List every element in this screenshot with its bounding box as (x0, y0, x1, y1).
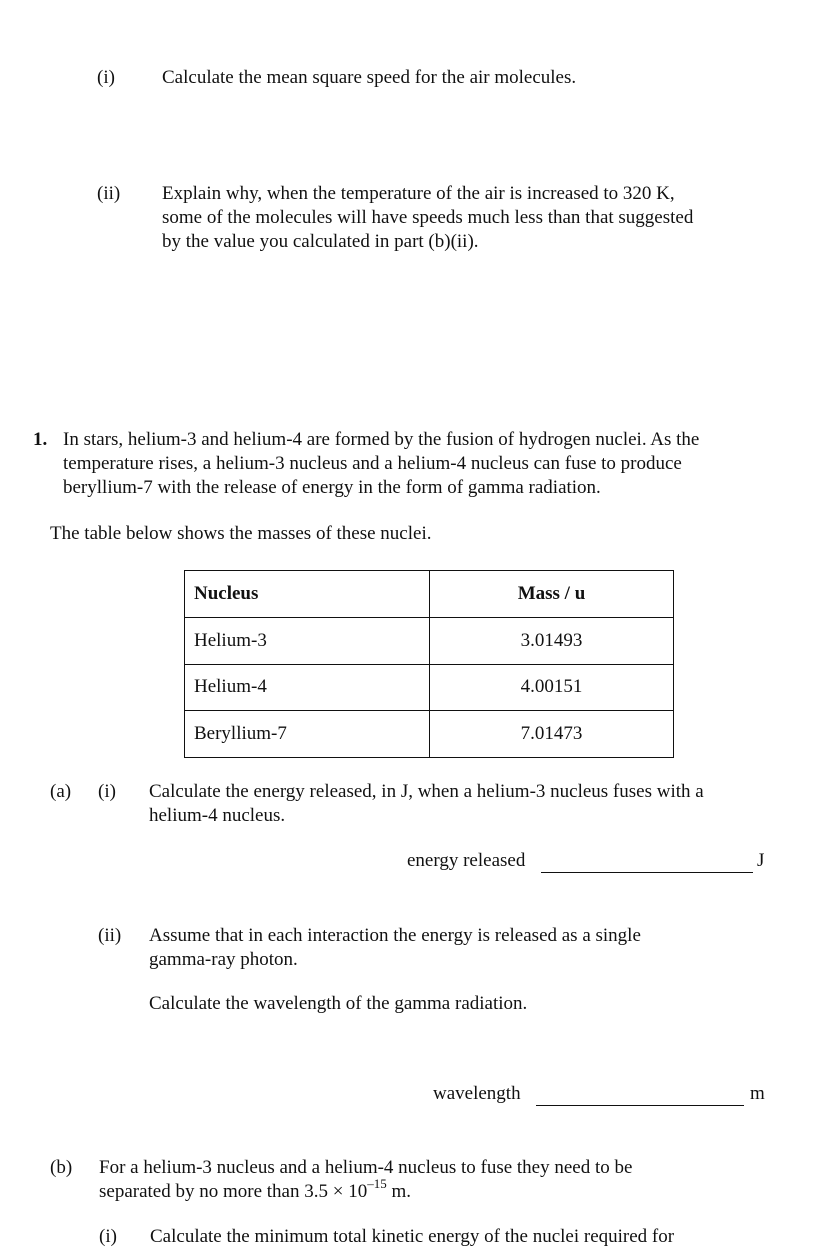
part-b-line2-prefix: separated by no more than 3.5 × 10 (99, 1181, 368, 1202)
table-header-mass: Mass / u (430, 571, 674, 618)
part-b-line: For a helium-3 nucleus and a helium-4 nucleus to fuse they need to be (99, 1157, 633, 1178)
part-a-i-label: (i) (98, 781, 116, 802)
energy-answer-line[interactable] (541, 872, 753, 873)
part-b-ii-label: (ii) (97, 183, 121, 204)
part-b-exponent: –15 (367, 1175, 387, 1191)
table-cell-nucleus: Beryllium-7 (185, 711, 430, 758)
table-cell-mass: 7.01473 (430, 711, 674, 758)
question-stem-line: In stars, helium-3 and helium-4 are formed by the fusion of hydrogen nuclei. As the (63, 429, 700, 450)
table-cell-nucleus: Helium-4 (185, 664, 430, 711)
table-intro: The table below shows the masses of these nuclei. (50, 523, 432, 544)
part-b-label: (b) (50, 1157, 73, 1178)
question-number: 1. (33, 429, 48, 450)
table-cell-nucleus: Helium-3 (185, 617, 430, 664)
part-b-i-label: (i) (97, 67, 115, 88)
table-row (185, 664, 674, 711)
part-b-i-text: Calculate the mean square speed for the air molecules. (162, 67, 577, 88)
part-b-text (99, 1156, 632, 1204)
table-row (185, 617, 674, 664)
table-header-nucleus: Nucleus (185, 571, 430, 618)
question-stem-line: temperature rises, a helium-3 nucleus and a helium-4 nucleus can fuse to produce (63, 453, 682, 474)
nuclei-mass-table (184, 570, 674, 758)
part-b-line (99, 1175, 632, 1204)
part-a-i-text (149, 780, 704, 828)
wavelength-answer-line[interactable] (536, 1105, 744, 1106)
part-a-i-line: helium-4 nucleus. (149, 805, 286, 826)
part-a-label: (a) (50, 781, 72, 802)
table-row (185, 711, 674, 758)
part-b-ii-text (162, 182, 693, 254)
wavelength-answer-unit: m (750, 1083, 765, 1104)
question-stem (63, 428, 699, 500)
part-b-ii-line: by the value you calculated in part (b)(ii). (162, 231, 479, 252)
question-stem-line: beryllium-7 with the release of energy in the form of gamma radiation. (63, 477, 601, 498)
part-a-ii-label: (ii) (98, 925, 122, 946)
part-b-line2-suffix: m. (386, 1181, 411, 1202)
part-a-ii-line: gamma-ray photon. (149, 949, 298, 970)
part-a-ii-line: Assume that in each interaction the energy is released as a single (149, 925, 641, 946)
part-a-i-line: Calculate the energy released, in J, when a helium-3 nucleus fuses with a (149, 781, 704, 802)
part-b-i-text-q1: Calculate the minimum total kinetic energy of the nuclei required for (150, 1226, 675, 1247)
part-b-ii-line: Explain why, when the temperature of the air is increased to 320 K, (162, 183, 675, 204)
energy-answer-label: energy released (407, 850, 526, 871)
wavelength-answer-label: wavelength (433, 1083, 521, 1104)
part-a-ii-instruction: Calculate the wavelength of the gamma radiation. (149, 993, 528, 1014)
part-a-ii-text (149, 924, 641, 972)
energy-answer-unit: J (757, 850, 765, 871)
table-cell-mass: 3.01493 (430, 617, 674, 664)
part-b-i-label-q1: (i) (99, 1226, 117, 1247)
table-header-row (185, 571, 674, 618)
part-b-ii-line: some of the molecules will have speeds much less than that suggested (162, 207, 694, 228)
table-cell-mass: 4.00151 (430, 664, 674, 711)
